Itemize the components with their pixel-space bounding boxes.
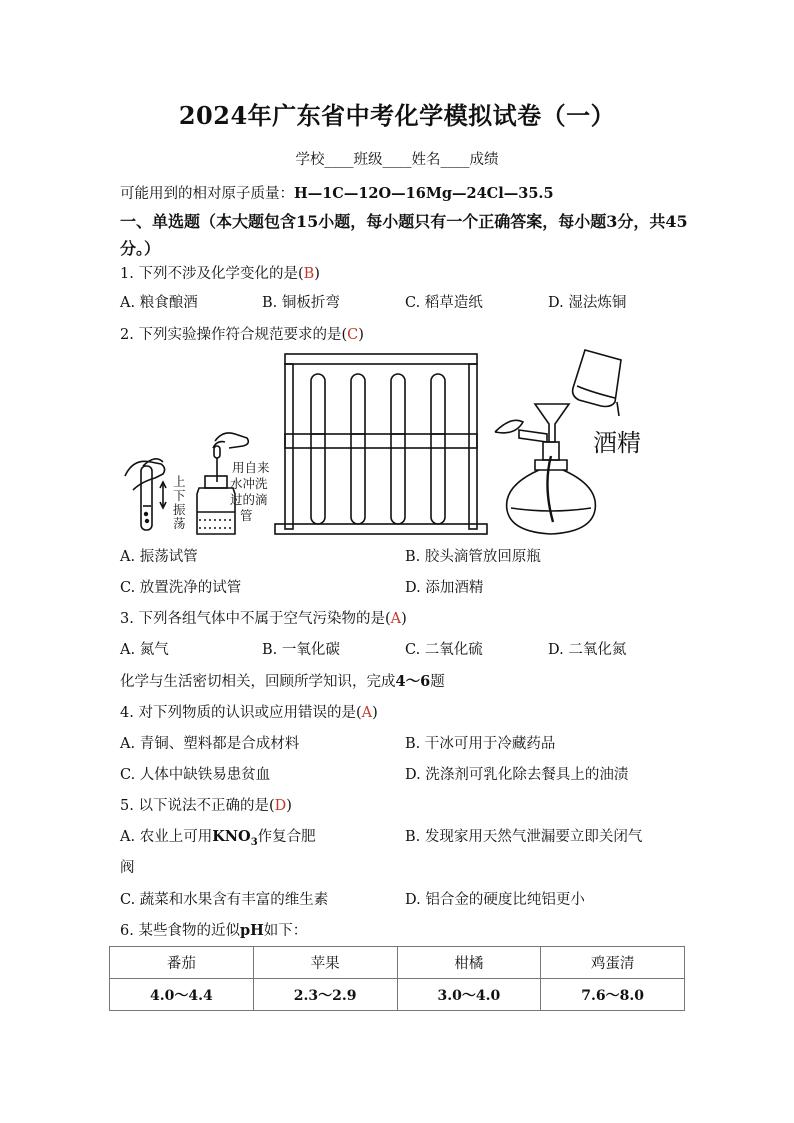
q3-option-c: C. 二氧化硫 xyxy=(405,642,483,658)
shake-label: 上下振荡 xyxy=(173,474,186,531)
table-header-cell: 番茄 xyxy=(110,947,254,979)
question-4: 4. 对下列物质的认识或应用错误的是(A) xyxy=(120,705,378,721)
q4-option-a: A. 青铜、塑料都是合成材料 xyxy=(120,736,300,752)
table-header-cell: 鸡蛋清 xyxy=(541,947,685,979)
lab-operations-figure xyxy=(115,346,675,541)
question-5: 5. 以下说法不正确的是(D) xyxy=(120,798,292,814)
food-ph-table xyxy=(109,946,685,1011)
answer-4: A xyxy=(361,705,373,721)
q4-option-d: D. 洗涤剂可乳化除去餐具上的油渍 xyxy=(405,767,629,783)
q5-option-a: A. 农业上可用$KNO_3$作复合肥 xyxy=(120,828,316,848)
shake-test-tube-illustration xyxy=(125,459,166,530)
table-cell: 3.0～4.0 xyxy=(397,979,541,1011)
q3-option-a: A. 氮气 xyxy=(120,642,169,658)
atomic-mass-line xyxy=(120,182,554,203)
q1-option-a: A. 粮食酿酒 xyxy=(120,295,198,311)
table-header-row xyxy=(110,947,685,979)
q5-option-b-continued: 阀 xyxy=(120,860,135,876)
q5-option-d: D. 铝合金的硬度比纯铝更小 xyxy=(405,892,585,908)
atomic-mass-values: H—1C—12O—16Mg—24Cl—35.5 xyxy=(294,185,554,202)
test-tube-rack-illustration xyxy=(275,354,487,534)
q2-option-d: D. 添加酒精 xyxy=(405,580,484,596)
question-3: 3. 下列各组气体中不属于空气污染物的是(A) xyxy=(120,611,407,627)
q2-option-a: A. 振荡试管 xyxy=(120,549,198,565)
question-1: 1. 下列不涉及化学变化的是(B) xyxy=(120,266,320,282)
table-header-cell: 苹果 xyxy=(253,947,397,979)
atomic-mass-label: 可能用到的相对原子质量： xyxy=(120,186,294,202)
q1-option-d: D. 湿法炼铜 xyxy=(548,295,627,311)
q4-option-b: B. 干冰可用于冷藏药品 xyxy=(405,736,556,752)
table-cell: 2.3～2.9 xyxy=(253,979,397,1011)
table-header-cell: 柑橘 xyxy=(397,947,541,979)
q5-option-c: C. 蔬菜和水果含有丰富的维生素 xyxy=(120,892,329,908)
page-title: 2024年广东省中考化学模拟试卷（一） xyxy=(178,101,616,130)
student-info-line: 学校____班级____姓名____成绩 xyxy=(295,152,499,168)
q5-option-b: B. 发现家用天然气泄漏要立即关闭气 xyxy=(405,829,643,845)
alcohol-label: 酒精 xyxy=(593,429,641,457)
section-heading: 一、单选题（本大题包含15小题，每小题只有一个正确答案，每小题3分，共45分。） xyxy=(120,212,688,258)
questions-4-6-intro: 化学与生活密切相关，回顾所学知识，完成4～6题 xyxy=(120,673,445,690)
q2-option-c: C. 放置洗净的试管 xyxy=(120,580,242,596)
q3-option-d: D. 二氧化氮 xyxy=(548,642,627,658)
dropper-note-label: 用自来 水冲洗 过的滴 管 xyxy=(230,460,270,523)
answer-3: A xyxy=(390,611,402,627)
q4-option-c: C. 人体中缺铁易患贫血 xyxy=(120,767,271,783)
question-6: 6. 某些食物的近似pH如下： xyxy=(120,922,308,939)
question-2: 2. 下列实验操作符合规范要求的是(C) xyxy=(120,327,364,343)
q2-option-b: B. 胶头滴管放回原瓶 xyxy=(405,549,541,565)
table-cell: 7.6～8.0 xyxy=(541,979,685,1011)
q1-option-c: C. 稻草造纸 xyxy=(405,295,483,311)
q3-option-b: B. 一氧化碳 xyxy=(262,642,340,658)
answer-1: B xyxy=(303,266,315,282)
q1-option-b: B. 铜板折弯 xyxy=(262,295,340,311)
answer-5: D xyxy=(274,798,287,814)
table-cell: 4.0～4.4 xyxy=(110,979,254,1011)
answer-2: C xyxy=(347,327,359,343)
table-row xyxy=(110,979,685,1011)
